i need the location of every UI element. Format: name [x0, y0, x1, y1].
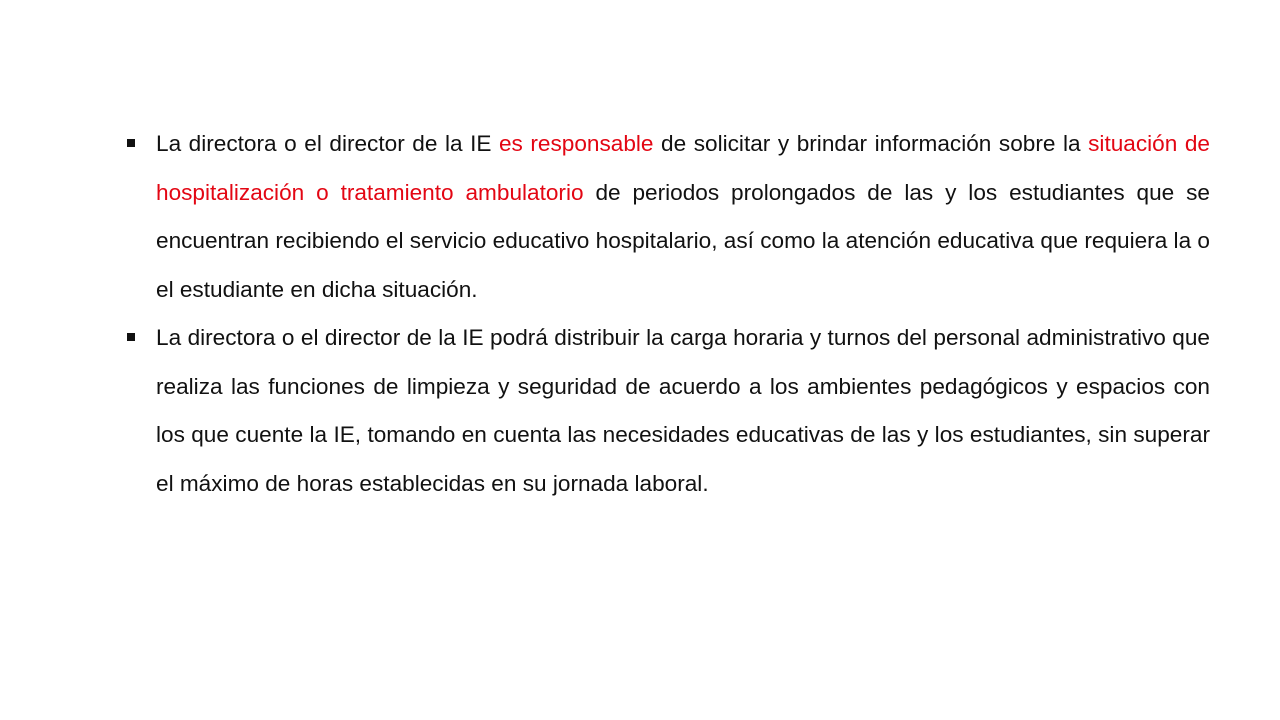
square-bullet-icon: [127, 139, 135, 147]
bullet-item-staff-schedule: [125, 314, 1210, 508]
bullet-2-text: La directora o el director de la IE podrá distribuir la carga horaria y turnos del personal administrativo que realiza las funciones de limpieza y seguridad de acuerdo a los ambientes pedagógicos y espacios con los que cuente la IE, tomando en cuenta las necesidades educativas de las y los estudiantes, sin superar el máximo de horas establecidas en su jornada laboral.: [156, 325, 1210, 496]
square-bullet-icon: [127, 333, 135, 341]
bullet-list: [125, 120, 1210, 508]
bullet-item-director-responsibility: [125, 120, 1210, 314]
highlight-hospitalization-situation: situación de hospitalización o tratamiento ambulatorio: [156, 131, 1210, 205]
bullet-1-text-end: de periodos prolongados de las y los estudiantes que se encuentran recibiendo el servicio educativo hospitalario, así como la atención educativa que requiera la o el estudiante en dicha situación.: [156, 179, 1210, 302]
bullet-1-text-middle: de solicitar y brindar información sobre la: [653, 131, 1089, 156]
bullet-1-text-start: La directora o el director de la IE: [156, 131, 499, 156]
highlight-es-responsable: es responsable: [498, 131, 654, 156]
